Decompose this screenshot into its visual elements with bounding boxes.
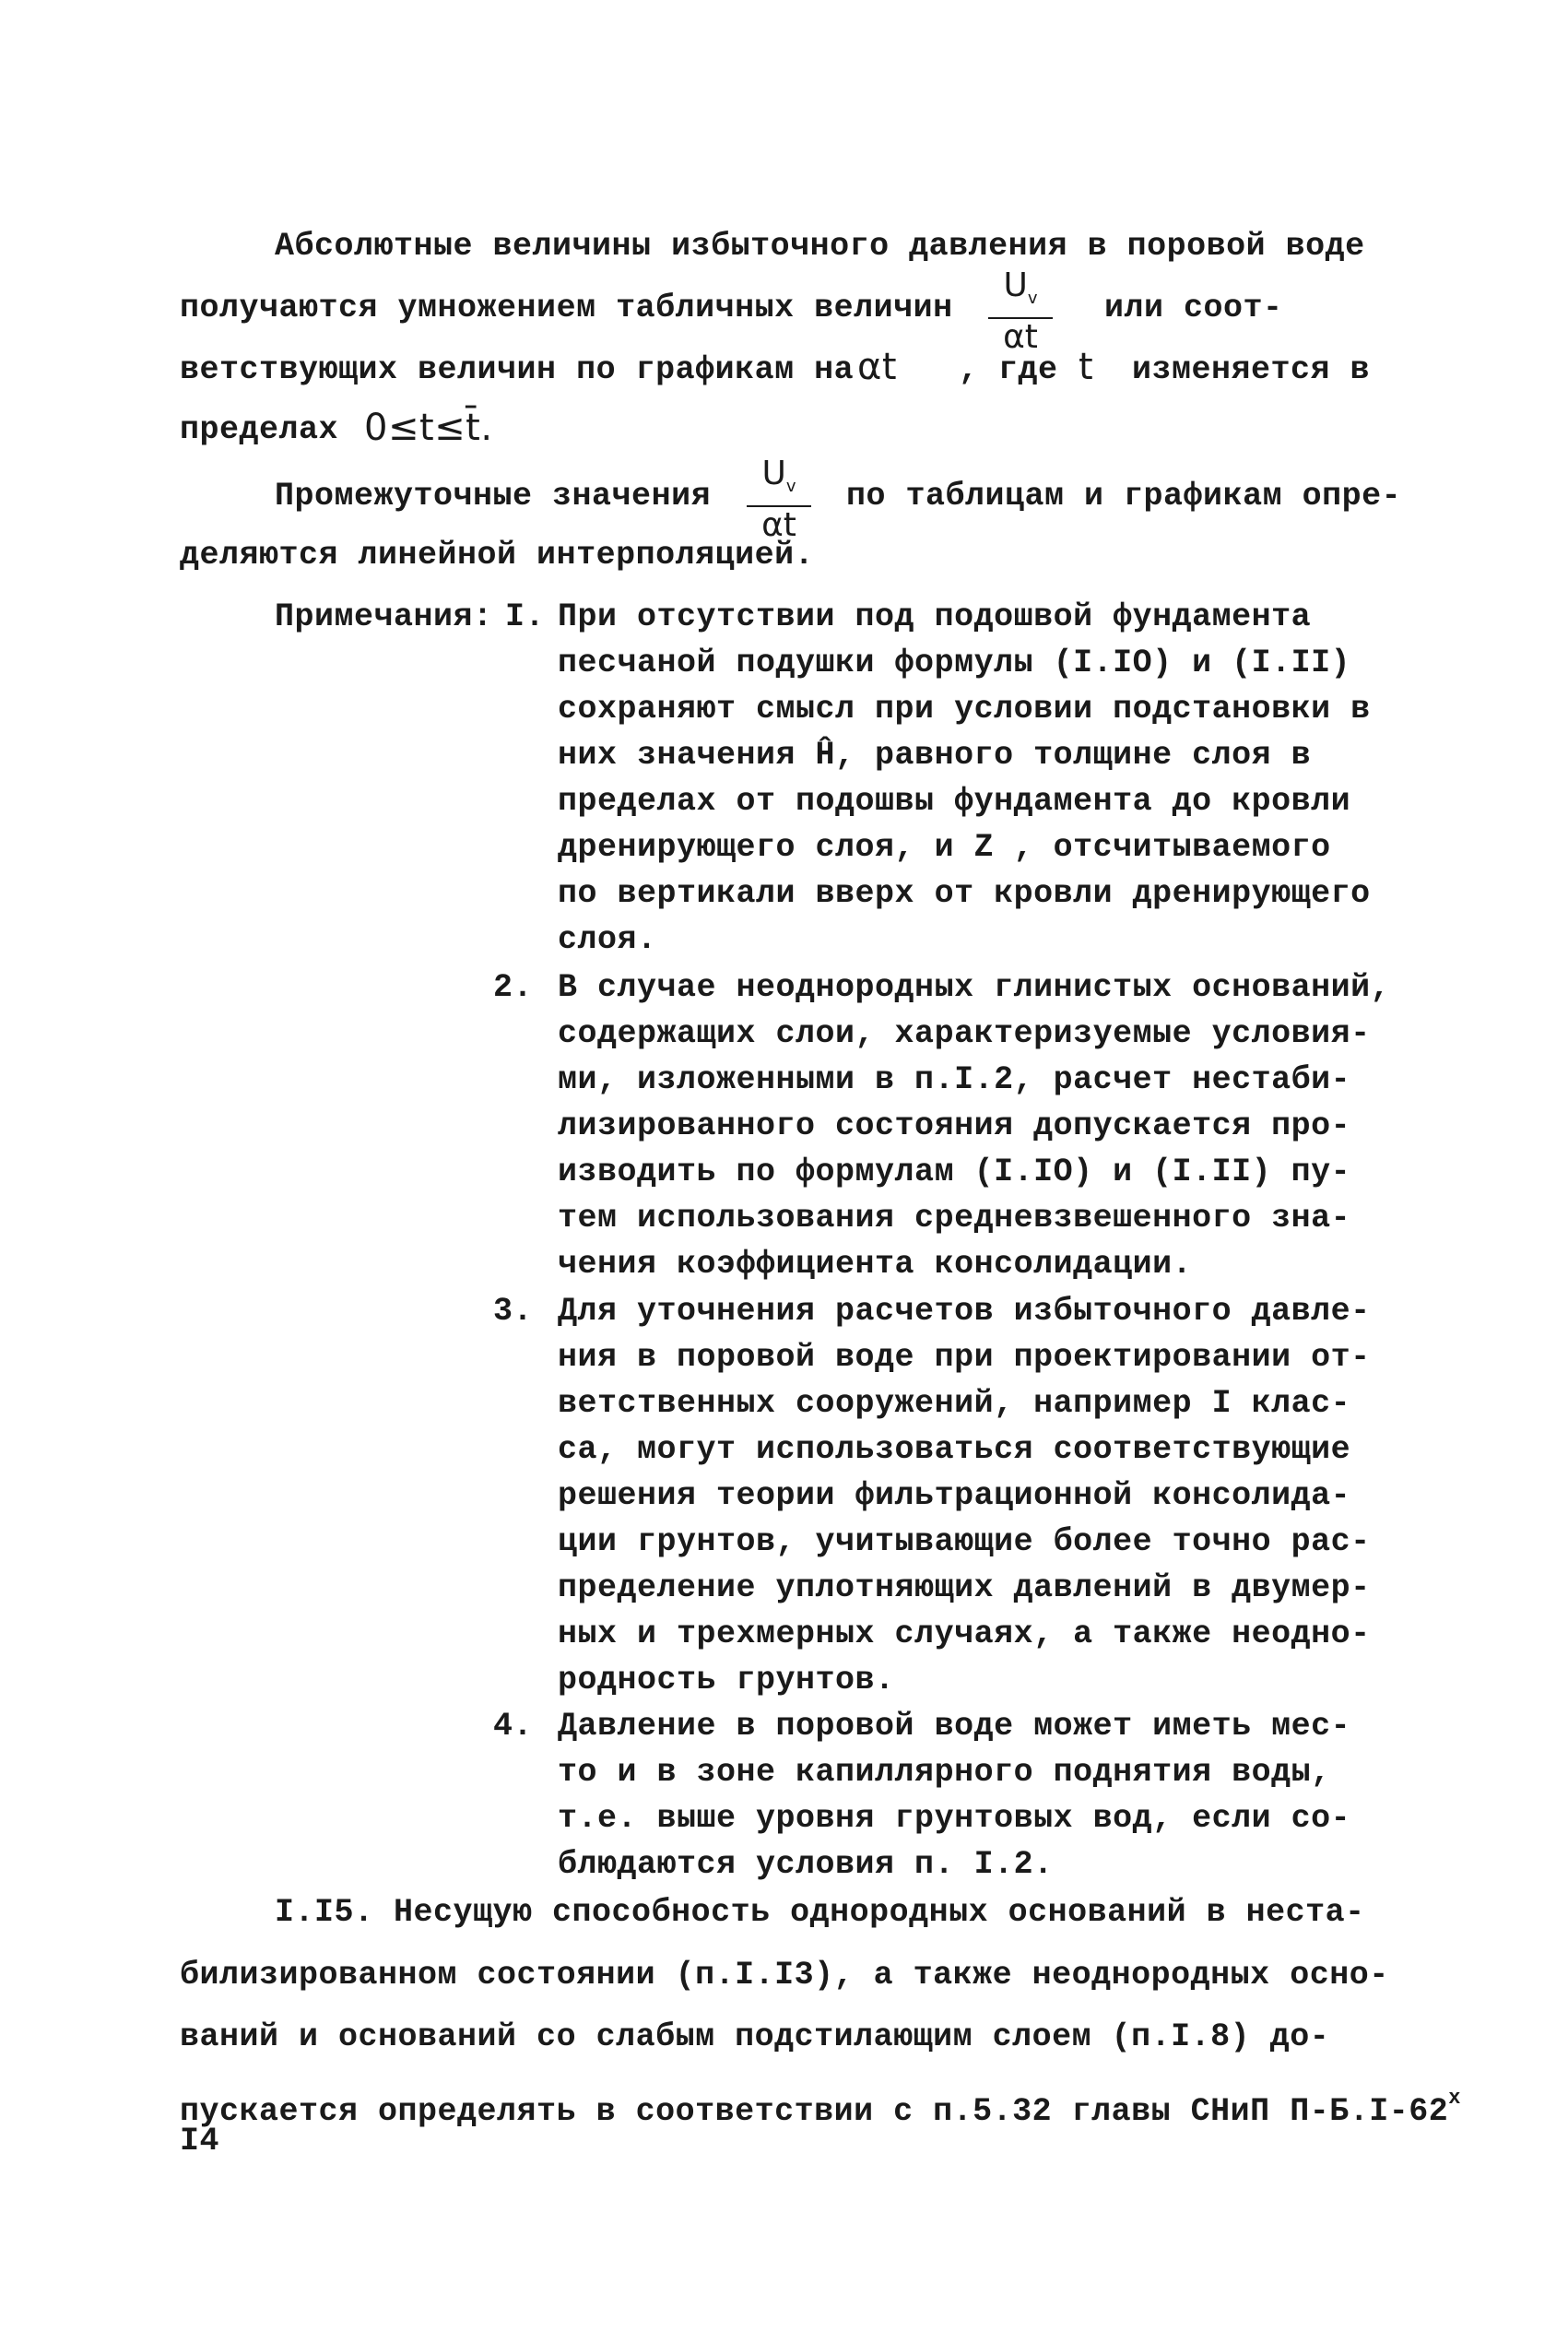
note-3-line-8: ных и трехмерных случаях, а также неодно-	[558, 1615, 1371, 1652]
fraction-uv-at	[988, 267, 1053, 356]
paragraph-1-line-3-end: изменяется в	[1132, 351, 1371, 388]
note-3-number: 3.	[493, 1293, 534, 1330]
paragraph-3-superscript: x	[1448, 2087, 1461, 2110]
note-3-line-2: ния в поровой воде при проектировании от-	[558, 1339, 1371, 1376]
note-1-line-8: слоя.	[558, 921, 657, 958]
note-2-line-5: изводить по формулам (I.IO) и (I.II) пу-	[558, 1154, 1351, 1190]
note-2-line-7: чения коэффициента консолидации.	[558, 1246, 1193, 1283]
paragraph-2-line-1-start: Промежуточные значения	[275, 478, 712, 515]
paragraph-3-line-4-text: пускается определять в соответствии с п.5.32 главы СНиП П-Б.I-62	[180, 2093, 1449, 2130]
note-4-line-4: блюдаются условия п. I.2.	[558, 1846, 1054, 1883]
note-3-line-7: пределение уплотняющих давлений в двумер-	[558, 1569, 1371, 1606]
note-1-line-5: пределах от подошвы фундамента до кровли	[558, 783, 1351, 820]
paragraph-1-line-2-end: или соот-	[1104, 290, 1283, 326]
note-4-number: 4.	[493, 1708, 534, 1745]
fraction-2-denominator: αt	[761, 506, 796, 545]
note-2-line-4: лизированного состояния допускается про-	[558, 1107, 1351, 1144]
fraction-2-numerator-sub: v	[785, 477, 796, 497]
note-3-line-5: решения теории фильтрационной консолида-	[558, 1477, 1351, 1514]
note-1-line-1: При отсутствии под подошвой фундамента	[558, 598, 1312, 635]
fraction-numerator: U	[1003, 266, 1028, 304]
fraction-numerator-sub: v	[1027, 289, 1038, 309]
note-2-number: 2.	[493, 969, 534, 1006]
page-number: I4	[180, 2123, 220, 2159]
note-3-line-6: ции грунтов, учитывающие более точно рас-	[558, 1523, 1371, 1560]
note-1-line-6: дренирующего слоя, и Z , отсчитываемого	[558, 829, 1331, 866]
note-4-line-2: то и в зоне капиллярного поднятия воды,	[558, 1754, 1331, 1791]
notes-label: Примечания:	[275, 598, 493, 635]
paragraph-1-line-3-mid: , где	[959, 351, 1058, 388]
note-1-line-4: них значения Ĥ, равного толщине слоя в	[558, 737, 1312, 774]
fraction-denominator: αt	[1003, 318, 1038, 357]
note-4-line-1: Давление в поровой воде может иметь мес-	[558, 1708, 1351, 1745]
note-3-line-9: родность грунтов.	[558, 1662, 895, 1698]
paragraph-2-line-2: деляются линейной интерполяцией.	[180, 537, 815, 574]
note-2-line-3: ми, изложенными в п.I.2, расчет нестаби-	[558, 1061, 1351, 1098]
note-3-line-4: са, могут использоваться соответствующие	[558, 1431, 1351, 1468]
note-1-line-2: песчаной подушки формулы (I.IO) и (I.II)	[558, 645, 1351, 681]
note-1-line-3: сохраняют смысл при условии подстановки в	[558, 691, 1371, 728]
math-alpha-t: αt	[857, 346, 898, 388]
paragraph-1-line-3-start: ветствующих величин по графикам на	[180, 351, 855, 388]
paragraph-3-line-3: ваний и оснований со слабым подстилающим слоем (п.I.8) до-	[180, 2018, 1330, 2055]
paragraph-1-line-1: Абсолютные величины избыточного давления в поровой воде	[275, 228, 1365, 265]
math-t: t	[1079, 346, 1094, 388]
note-3-line-3: ветственных сооружений, например I клас-	[558, 1385, 1351, 1422]
paragraph-1-line-2-start: получаются умножением табличных величин	[180, 290, 953, 326]
paragraph-1-line-4: пределах	[180, 411, 339, 448]
note-1-line-7: по вертикали вверх от кровли дренирующего	[558, 875, 1371, 912]
note-4-line-3: т.е. выше уровня грунтовых вод, если со-	[558, 1800, 1351, 1837]
note-3-line-1: Для уточнения расчетов избыточного давле-	[558, 1293, 1371, 1330]
note-1-number: I.	[505, 598, 546, 635]
note-2-line-1: В случае неоднородных глинистых оснований,	[558, 969, 1391, 1006]
math-range: 0≤t≤t̄.	[364, 407, 493, 449]
paragraph-3-line-2: билизированном состоянии (п.I.I3), а также неоднородных осно-	[180, 1957, 1389, 1994]
paragraph-3-line-1: I.I5. Несущую способность однородных оснований в неста-	[275, 1894, 1365, 1931]
fraction-2-numerator: U	[761, 455, 786, 492]
note-2-line-2: содержащих слои, характеризуемые условия-	[558, 1015, 1371, 1052]
paragraph-3-line-4	[180, 2077, 1461, 2134]
note-2-line-6: тем использования средневзвешенного зна-	[558, 1200, 1351, 1236]
fraction-uv-at-2	[747, 456, 811, 544]
paragraph-2-line-1-end: по таблицам и графикам опре-	[846, 478, 1402, 515]
